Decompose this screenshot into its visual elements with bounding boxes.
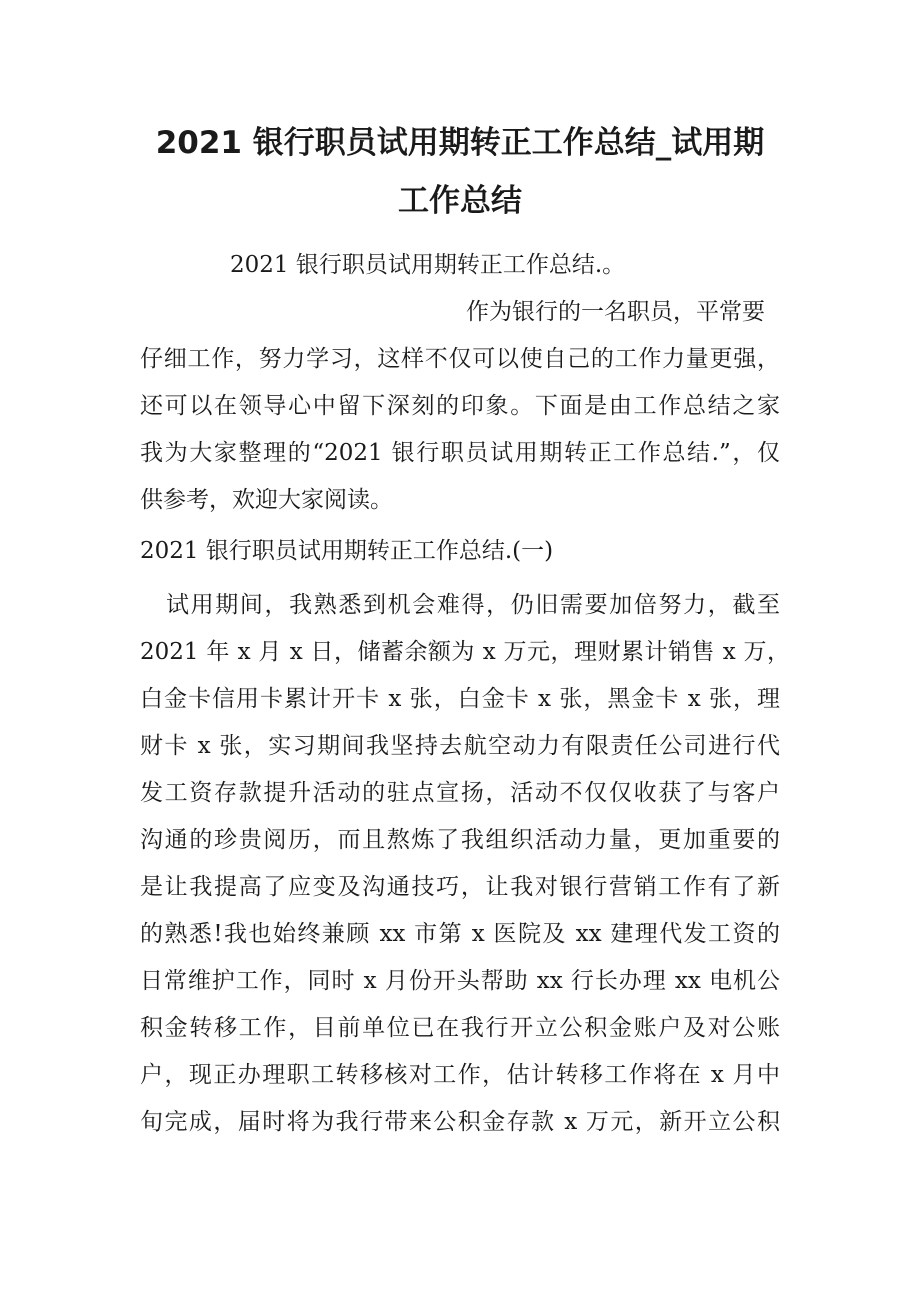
intro-line: 仔细工作，努力学习，这样不仅可以使自己的工作力量更强， xyxy=(140,346,780,372)
body-line: 2021 年 x 月 x 日，储蓄余额为 x 万元，理财累计销售 x 万， xyxy=(140,639,790,665)
document-title-line-1: 2021 银行职员试用期转正工作总结_试用期 xyxy=(155,125,765,161)
intro-line: 作为银行的一名职员，平常要 xyxy=(466,299,765,325)
intro-line: 还可以在领导心中留下深刻的印象。下面是由工作总结之家 xyxy=(140,393,780,419)
body-line: 是让我提高了应变及沟通技巧，让我对银行营销工作有了新 xyxy=(140,874,780,900)
body-line: 财卡 x 张，实习期间我坚持去航空动力有限责任公司进行代 xyxy=(140,733,780,759)
body-line: 积金转移工作，目前单位已在我行开立公积金账户及对公账 xyxy=(140,1015,780,1041)
body-line: 白金卡信用卡累计开卡 x 张，白金卡 x 张，黑金卡 x 张，理 xyxy=(140,686,780,712)
document-subtitle: 2021 银行职员试用期转正工作总结.。 xyxy=(230,252,626,278)
body-line: 试用期间，我熟悉到机会难得，仍旧需要加倍努力，截至 xyxy=(166,592,780,618)
body-line: 的熟悉!我也始终兼顾 xx 市第 x 医院及 xx 建理代发工资的 xyxy=(140,921,780,947)
body-line: 沟通的珍贵阅历，而且熬炼了我组织活动力量，更加重要的 xyxy=(140,827,780,853)
body-line: 旬完成，届时将为我行带来公积金存款 x 万元，新开立公积 xyxy=(140,1109,780,1135)
document-title-line-2: 工作总结 xyxy=(398,183,522,219)
intro-line: 我为大家整理的“2021 银行职员试用期转正工作总结.”，仅 xyxy=(140,440,780,466)
body-line: 发工资存款提升活动的驻点宣扬，活动不仅仅收获了与客户 xyxy=(140,780,780,806)
section-heading: 2021 银行职员试用期转正工作总结.(一) xyxy=(140,538,554,564)
intro-line: 供参考，欢迎大家阅读。 xyxy=(140,487,393,513)
body-line: 户，现正办理职工转移核对工作，估计转移工作将在 x 月中 xyxy=(140,1062,780,1088)
body-line: 日常维护工作，同时 x 月份开头帮助 xx 行长办理 xx 电机公 xyxy=(140,968,780,994)
